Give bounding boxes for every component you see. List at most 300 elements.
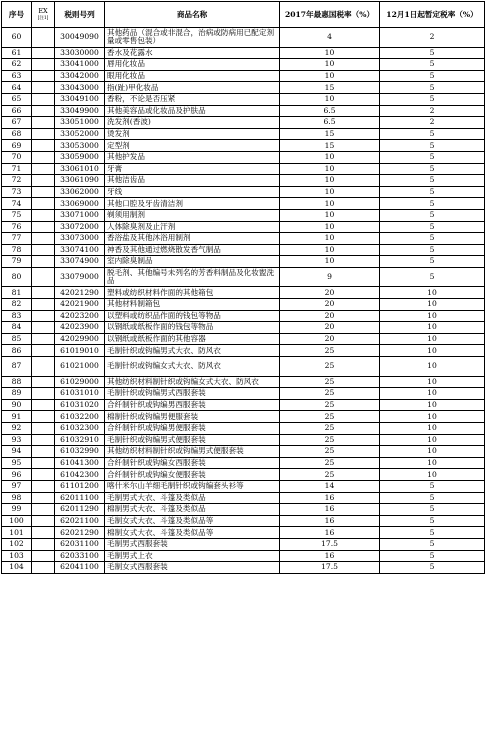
header-code: 税则号列 (55, 2, 105, 28)
row-seq-cell: 60 (2, 28, 32, 48)
row-ex-cell (32, 105, 55, 117)
row-rate-dec1-cell: 5 (380, 163, 485, 175)
row-code-cell: 33052000 (55, 128, 105, 140)
row-seq-cell: 62 (2, 59, 32, 71)
row-ex-cell (32, 480, 55, 492)
table-row (2, 345, 485, 357)
row-rate-dec1-cell: 10 (380, 469, 485, 481)
row-rate-dec1-cell: 5 (380, 70, 485, 82)
row-seq-cell: 103 (2, 550, 32, 562)
row-rate-2017-cell: 15 (280, 82, 380, 94)
row-code-cell: 33041000 (55, 59, 105, 71)
table-row (2, 457, 485, 469)
row-code-cell: 62021290 (55, 527, 105, 539)
row-ex-cell (32, 128, 55, 140)
tariff-table (1, 1, 485, 574)
row-rate-2017-cell: 16 (280, 492, 380, 504)
row-seq-cell: 99 (2, 504, 32, 516)
row-code-cell: 33042000 (55, 70, 105, 82)
row-rate-2017-cell: 16 (280, 527, 380, 539)
row-name-cell: 唇用化妆品 (105, 59, 280, 71)
header-rate-2017: 2017年最惠国税率（%） (280, 2, 380, 28)
row-seq-cell: 78 (2, 244, 32, 256)
row-rate-dec1-cell: 10 (380, 388, 485, 400)
table-row (2, 267, 485, 287)
row-ex-cell (32, 399, 55, 411)
row-code-cell: 33073000 (55, 233, 105, 245)
table-row (2, 527, 485, 539)
row-name-cell: 合纤制针织或钩编男西服套装 (105, 399, 280, 411)
row-code-cell: 61101200 (55, 480, 105, 492)
row-name-cell: 香粉，不论是否压紧 (105, 93, 280, 105)
row-name-cell: 其他材料制箱包 (105, 299, 280, 311)
row-rate-dec1-cell: 5 (380, 151, 485, 163)
row-rate-dec1-cell: 10 (380, 287, 485, 299)
row-name-cell: 脱毛剂、其他编号未列名的芳香料制品及化妆盥洗品 (105, 267, 280, 287)
header-ex (32, 2, 55, 28)
row-code-cell: 30049090 (55, 28, 105, 48)
row-rate-dec1-cell: 5 (380, 504, 485, 516)
row-name-cell: 牙膏 (105, 163, 280, 175)
table-row (2, 151, 485, 163)
row-rate-dec1-cell: 5 (380, 492, 485, 504)
row-ex-cell (32, 151, 55, 163)
row-code-cell: 33061090 (55, 175, 105, 187)
row-rate-2017-cell: 15 (280, 128, 380, 140)
row-ex-cell (32, 267, 55, 287)
row-rate-dec1-cell: 5 (380, 209, 485, 221)
row-ex-cell (32, 82, 55, 94)
row-code-cell: 61031010 (55, 388, 105, 400)
table-row (2, 256, 485, 268)
row-code-cell: 62031100 (55, 538, 105, 550)
row-rate-2017-cell: 10 (280, 47, 380, 59)
table-body (2, 28, 485, 574)
row-rate-dec1-cell: 5 (380, 538, 485, 550)
row-seq-cell: 100 (2, 515, 32, 527)
row-rate-2017-cell: 10 (280, 244, 380, 256)
row-rate-2017-cell: 25 (280, 457, 380, 469)
row-rate-dec1-cell: 10 (380, 333, 485, 345)
table-row (2, 434, 485, 446)
row-ex-cell (32, 310, 55, 322)
row-seq-cell: 64 (2, 82, 32, 94)
row-code-cell: 42023900 (55, 322, 105, 334)
row-rate-dec1-cell: 2 (380, 105, 485, 117)
table-row (2, 538, 485, 550)
row-ex-cell (32, 198, 55, 210)
row-rate-2017-cell: 6.5 (280, 105, 380, 117)
row-seq-cell: 95 (2, 457, 32, 469)
row-seq-cell: 66 (2, 105, 32, 117)
row-seq-cell: 87 (2, 357, 32, 377)
row-name-cell: 合纤制针织或钩编男便服套装 (105, 423, 280, 435)
row-rate-2017-cell: 25 (280, 411, 380, 423)
row-rate-dec1-cell: 5 (380, 140, 485, 152)
table-row (2, 128, 485, 140)
row-rate-dec1-cell: 5 (380, 186, 485, 198)
row-name-cell: 洗发剂(香波) (105, 117, 280, 129)
table-row (2, 562, 485, 574)
row-code-cell: 33062000 (55, 186, 105, 198)
row-name-cell: 合纤制针织或钩编女西服套装 (105, 457, 280, 469)
row-ex-cell (32, 244, 55, 256)
row-seq-cell: 75 (2, 209, 32, 221)
row-rate-dec1-cell: 10 (380, 446, 485, 458)
row-seq-cell: 80 (2, 267, 32, 287)
row-name-cell: 其他纺织材料制针织或钩编男式便服套装 (105, 446, 280, 458)
row-code-cell: 62041100 (55, 562, 105, 574)
row-code-cell: 62033100 (55, 550, 105, 562)
row-name-cell: 眼用化妆品 (105, 70, 280, 82)
row-rate-2017-cell: 10 (280, 59, 380, 71)
row-seq-cell: 77 (2, 233, 32, 245)
row-rate-dec1-cell: 5 (380, 175, 485, 187)
row-rate-2017-cell: 10 (280, 221, 380, 233)
row-ex-cell (32, 376, 55, 388)
row-rate-dec1-cell: 5 (380, 562, 485, 574)
row-rate-2017-cell: 25 (280, 376, 380, 388)
row-name-cell: 牙线 (105, 186, 280, 198)
row-code-cell: 33061010 (55, 163, 105, 175)
row-seq-cell: 92 (2, 423, 32, 435)
row-ex-cell (32, 550, 55, 562)
row-rate-2017-cell: 10 (280, 186, 380, 198)
row-name-cell: 其他美容品或化妆品及护肤品 (105, 105, 280, 117)
row-rate-dec1-cell: 10 (380, 299, 485, 311)
row-rate-2017-cell: 25 (280, 434, 380, 446)
row-seq-cell: 65 (2, 93, 32, 105)
row-rate-2017-cell: 17.5 (280, 538, 380, 550)
row-name-cell: 指(趾)甲化妆品 (105, 82, 280, 94)
row-rate-dec1-cell: 5 (380, 221, 485, 233)
header-name: 商品名称 (105, 2, 280, 28)
row-rate-2017-cell: 10 (280, 256, 380, 268)
row-rate-2017-cell: 10 (280, 93, 380, 105)
row-ex-cell (32, 117, 55, 129)
row-rate-dec1-cell: 5 (380, 82, 485, 94)
row-seq-cell: 72 (2, 175, 32, 187)
row-name-cell: 棉制针织或钩编男便服套装 (105, 411, 280, 423)
row-ex-cell (32, 28, 55, 48)
row-ex-cell (32, 527, 55, 539)
table-row (2, 70, 485, 82)
row-name-cell: 烫发剂 (105, 128, 280, 140)
row-seq-cell: 86 (2, 345, 32, 357)
table-row (2, 28, 485, 48)
table-row (2, 209, 485, 221)
row-seq-cell: 90 (2, 399, 32, 411)
row-name-cell: 神香及其他通过燃烧散发香气制品 (105, 244, 280, 256)
table-row (2, 59, 485, 71)
row-name-cell: 其他纺织材料制针织或钩编女式大衣、防风衣 (105, 376, 280, 388)
row-rate-2017-cell: 10 (280, 163, 380, 175)
row-ex-cell (32, 299, 55, 311)
row-rate-2017-cell: 14 (280, 480, 380, 492)
row-rate-2017-cell: 6.5 (280, 117, 380, 129)
table-row (2, 105, 485, 117)
row-ex-cell (32, 256, 55, 268)
row-code-cell: 33049900 (55, 105, 105, 117)
row-code-cell: 42021900 (55, 299, 105, 311)
row-rate-2017-cell: 20 (280, 299, 380, 311)
row-code-cell: 62011290 (55, 504, 105, 516)
row-rate-dec1-cell: 5 (380, 256, 485, 268)
table-row (2, 47, 485, 59)
row-seq-cell: 69 (2, 140, 32, 152)
row-seq-cell: 93 (2, 434, 32, 446)
row-rate-2017-cell: 25 (280, 388, 380, 400)
row-rate-dec1-cell: 10 (380, 376, 485, 388)
row-rate-2017-cell: 10 (280, 70, 380, 82)
row-ex-cell (32, 333, 55, 345)
table-row (2, 322, 485, 334)
row-name-cell: 室内除臭制品 (105, 256, 280, 268)
row-code-cell: 33069000 (55, 198, 105, 210)
row-ex-cell (32, 140, 55, 152)
row-ex-cell (32, 93, 55, 105)
row-rate-dec1-cell: 5 (380, 198, 485, 210)
row-rate-2017-cell: 4 (280, 28, 380, 48)
row-rate-2017-cell: 9 (280, 267, 380, 287)
row-rate-2017-cell: 25 (280, 423, 380, 435)
row-ex-cell (32, 47, 55, 59)
row-ex-cell (32, 562, 55, 574)
header-row (2, 2, 485, 28)
row-rate-dec1-cell: 10 (380, 345, 485, 357)
row-code-cell: 33030000 (55, 47, 105, 59)
table-row (2, 480, 485, 492)
row-rate-dec1-cell: 5 (380, 244, 485, 256)
row-rate-2017-cell: 25 (280, 357, 380, 377)
row-ex-cell (32, 345, 55, 357)
table-row (2, 357, 485, 377)
row-seq-cell: 84 (2, 322, 32, 334)
row-code-cell: 62021100 (55, 515, 105, 527)
table-row (2, 376, 485, 388)
table-row (2, 446, 485, 458)
table-row (2, 117, 485, 129)
row-rate-dec1-cell: 10 (380, 322, 485, 334)
table-row (2, 423, 485, 435)
row-seq-cell: 71 (2, 163, 32, 175)
row-ex-cell (32, 434, 55, 446)
row-seq-cell: 74 (2, 198, 32, 210)
row-rate-dec1-cell: 5 (380, 527, 485, 539)
row-rate-2017-cell: 10 (280, 198, 380, 210)
row-ex-cell (32, 209, 55, 221)
row-ex-cell (32, 322, 55, 334)
row-seq-cell: 88 (2, 376, 32, 388)
row-name-cell: 剃须用制剂 (105, 209, 280, 221)
row-name-cell: 其他口腔及牙齿清洁剂 (105, 198, 280, 210)
row-code-cell: 61019010 (55, 345, 105, 357)
row-rate-dec1-cell: 10 (380, 411, 485, 423)
table-row (2, 550, 485, 562)
row-ex-cell (32, 233, 55, 245)
row-name-cell: 香浴盐及其他沐浴用制剂 (105, 233, 280, 245)
row-ex-cell (32, 59, 55, 71)
row-rate-dec1-cell: 5 (380, 267, 485, 287)
row-ex-cell (32, 515, 55, 527)
row-rate-dec1-cell: 2 (380, 28, 485, 48)
row-code-cell: 33079000 (55, 267, 105, 287)
table-row (2, 299, 485, 311)
table-row (2, 287, 485, 299)
row-name-cell: 其他洁齿品 (105, 175, 280, 187)
row-ex-cell (32, 221, 55, 233)
row-code-cell: 33071000 (55, 209, 105, 221)
tariff-document (0, 1, 485, 740)
row-code-cell: 61031020 (55, 399, 105, 411)
row-ex-cell (32, 175, 55, 187)
row-code-cell: 33053000 (55, 140, 105, 152)
row-code-cell: 33074100 (55, 244, 105, 256)
row-rate-2017-cell: 20 (280, 322, 380, 334)
row-code-cell: 33049100 (55, 93, 105, 105)
table-row (2, 175, 485, 187)
row-name-cell: 以钢纸或纸板作面的其他容器 (105, 333, 280, 345)
table-row (2, 469, 485, 481)
row-code-cell: 33074900 (55, 256, 105, 268)
row-rate-dec1-cell: 5 (380, 515, 485, 527)
row-seq-cell: 67 (2, 117, 32, 129)
row-seq-cell: 61 (2, 47, 32, 59)
row-rate-2017-cell: 25 (280, 446, 380, 458)
header-ex-note: [注1] (37, 15, 49, 21)
row-rate-dec1-cell: 10 (380, 457, 485, 469)
row-seq-cell: 104 (2, 562, 32, 574)
row-seq-cell: 79 (2, 256, 32, 268)
row-name-cell: 毛制男式西服套装 (105, 538, 280, 550)
row-rate-dec1-cell: 5 (380, 47, 485, 59)
row-rate-dec1-cell: 10 (380, 399, 485, 411)
row-seq-cell: 70 (2, 151, 32, 163)
row-rate-2017-cell: 16 (280, 515, 380, 527)
row-code-cell: 33059000 (55, 151, 105, 163)
row-ex-cell (32, 457, 55, 469)
row-seq-cell: 97 (2, 480, 32, 492)
row-ex-cell (32, 423, 55, 435)
row-name-cell: 棉制女式大衣、斗篷及类似品等 (105, 527, 280, 539)
row-name-cell: 毛制男式上衣 (105, 550, 280, 562)
row-rate-dec1-cell: 10 (380, 357, 485, 377)
row-name-cell: 以钢纸或纸板作面的钱包等物品 (105, 322, 280, 334)
table-row (2, 411, 485, 423)
row-seq-cell: 94 (2, 446, 32, 458)
row-ex-cell (32, 411, 55, 423)
row-seq-cell: 91 (2, 411, 32, 423)
row-code-cell: 61041300 (55, 457, 105, 469)
row-ex-cell (32, 446, 55, 458)
row-code-cell: 61032300 (55, 423, 105, 435)
row-rate-dec1-cell: 2 (380, 117, 485, 129)
table-row (2, 244, 485, 256)
row-name-cell: 其他药品（混合或非混合，治病或防病用已配定剂量或零售包装） (105, 28, 280, 48)
row-code-cell: 61032990 (55, 446, 105, 458)
row-rate-dec1-cell: 5 (380, 128, 485, 140)
row-rate-dec1-cell: 5 (380, 480, 485, 492)
row-ex-cell (32, 469, 55, 481)
row-seq-cell: 63 (2, 70, 32, 82)
row-rate-2017-cell: 20 (280, 287, 380, 299)
row-code-cell: 33043000 (55, 82, 105, 94)
row-rate-2017-cell: 10 (280, 151, 380, 163)
row-name-cell: 棉制男式大衣、斗篷及类似品 (105, 504, 280, 516)
row-ex-cell (32, 492, 55, 504)
row-ex-cell (32, 186, 55, 198)
row-rate-2017-cell: 16 (280, 550, 380, 562)
row-ex-cell (32, 287, 55, 299)
row-rate-dec1-cell: 5 (380, 550, 485, 562)
row-rate-2017-cell: 10 (280, 233, 380, 245)
row-code-cell: 61029000 (55, 376, 105, 388)
table-row (2, 388, 485, 400)
row-name-cell: 毛制男式大衣、斗篷及类似品 (105, 492, 280, 504)
row-rate-2017-cell: 20 (280, 310, 380, 322)
row-ex-cell (32, 504, 55, 516)
row-rate-2017-cell: 17.5 (280, 562, 380, 574)
row-code-cell: 61042300 (55, 469, 105, 481)
row-code-cell: 61032200 (55, 411, 105, 423)
row-name-cell: 毛制针织或钩编男式西服套装 (105, 388, 280, 400)
row-name-cell: 香水及花露水 (105, 47, 280, 59)
row-code-cell: 62011100 (55, 492, 105, 504)
row-seq-cell: 98 (2, 492, 32, 504)
table-row (2, 492, 485, 504)
row-seq-cell: 73 (2, 186, 32, 198)
row-rate-dec1-cell: 10 (380, 310, 485, 322)
row-name-cell: 喀什米尔山羊细毛制针织或钩编套头衫等 (105, 480, 280, 492)
row-name-cell: 以塑料或纺织品作面的钱包等物品 (105, 310, 280, 322)
row-rate-dec1-cell: 5 (380, 59, 485, 71)
row-seq-cell: 96 (2, 469, 32, 481)
row-name-cell: 毛制针织或钩编男式便服套装 (105, 434, 280, 446)
table-row (2, 140, 485, 152)
row-rate-2017-cell: 10 (280, 175, 380, 187)
header-ex-label: EX (38, 6, 48, 15)
row-rate-2017-cell: 20 (280, 333, 380, 345)
row-seq-cell: 101 (2, 527, 32, 539)
row-name-cell: 定型剂 (105, 140, 280, 152)
table-row (2, 310, 485, 322)
row-name-cell: 塑料或纺织材料作面的其他箱包 (105, 287, 280, 299)
row-seq-cell: 68 (2, 128, 32, 140)
row-rate-dec1-cell: 5 (380, 93, 485, 105)
row-seq-cell: 89 (2, 388, 32, 400)
row-ex-cell (32, 163, 55, 175)
row-name-cell: 合纤制针织或钩编女便服套装 (105, 469, 280, 481)
row-code-cell: 33051000 (55, 117, 105, 129)
row-name-cell: 毛制女式西服套装 (105, 562, 280, 574)
row-name-cell: 毛制针织或钩编女式大衣、防风衣 (105, 357, 280, 377)
row-seq-cell: 102 (2, 538, 32, 550)
row-seq-cell: 81 (2, 287, 32, 299)
row-code-cell: 42023200 (55, 310, 105, 322)
row-seq-cell: 76 (2, 221, 32, 233)
row-ex-cell (32, 538, 55, 550)
table-row (2, 82, 485, 94)
header-rate-dec1: 12月1日起暂定税率（%） (380, 2, 485, 28)
row-ex-cell (32, 357, 55, 377)
table-row (2, 186, 485, 198)
row-code-cell: 61021000 (55, 357, 105, 377)
row-name-cell: 人体除臭剂及止汗剂 (105, 221, 280, 233)
row-rate-2017-cell: 16 (280, 504, 380, 516)
row-rate-dec1-cell: 10 (380, 434, 485, 446)
row-seq-cell: 82 (2, 299, 32, 311)
row-code-cell: 42029900 (55, 333, 105, 345)
